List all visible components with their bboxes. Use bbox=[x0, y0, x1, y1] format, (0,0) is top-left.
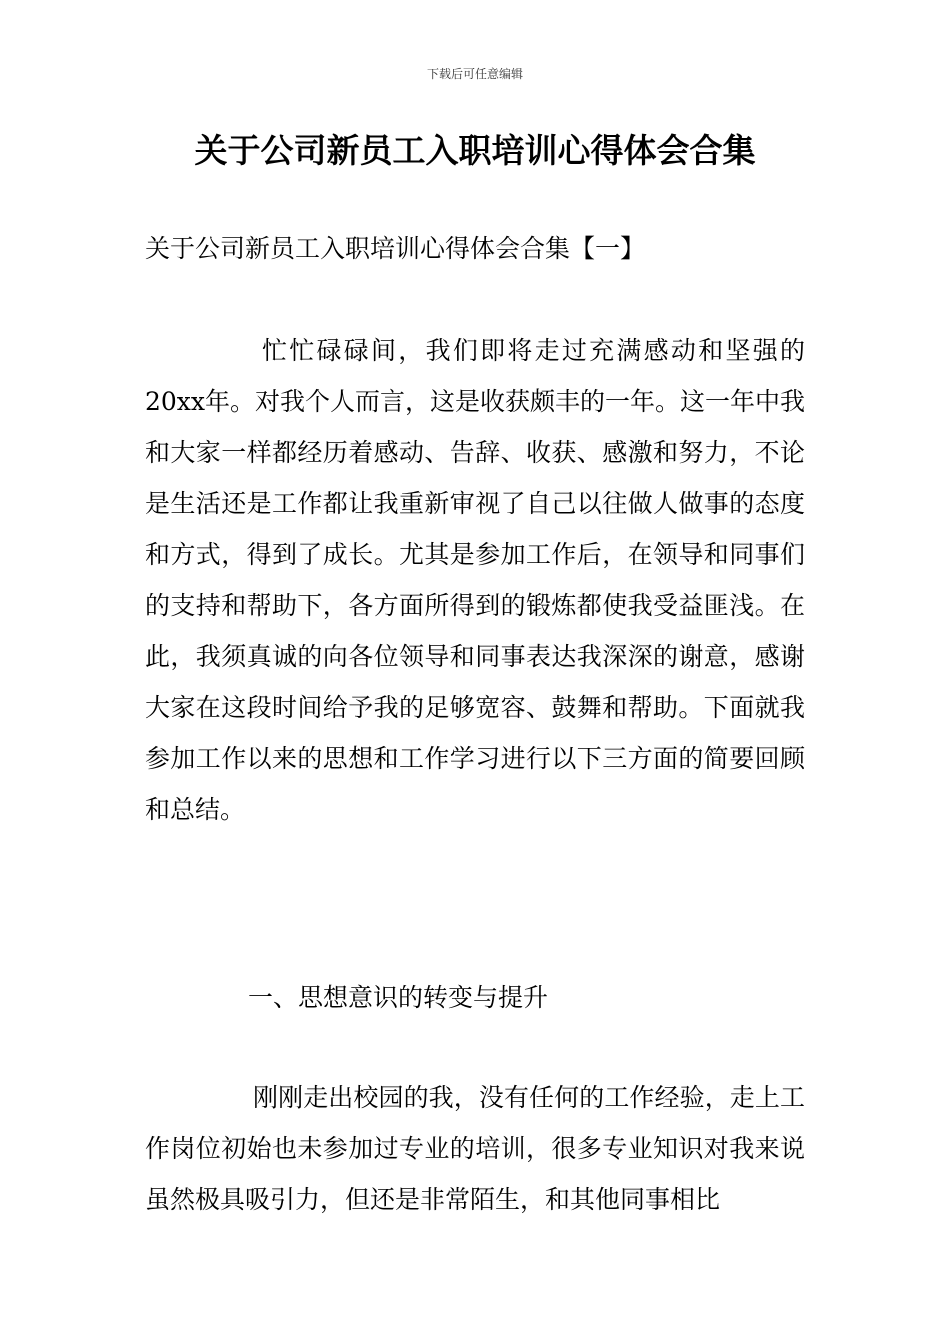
body-paragraph-1: 忙忙碌碌间，我们即将走过充满感动和坚强的20xx年。对我个人而言，这是收获颇丰的一年。这一年中我和大家一样都经历着感动、告辞、收获、感激和努力，不论是生活还是工作都让我重新审视了自己以往做人做事的态度和方式，得到了成长。尤其是参加工作后，在领导和同事们的支持和帮助下，各方面所得到的锻炼都使我受益匪浅。在此，我须真诚的向各位领导和同事表达我深深的谢意，感谢大家在这段时间给予我的足够宽容、鼓舞和帮助。下面就我参加工作以来的思想和工作学习进行以下三方面的简要回顾和总结。 bbox=[145, 336, 806, 824]
section-heading: 关于公司新员工入职培训心得体会合集【一】 bbox=[145, 234, 646, 263]
header-note: 下载后可任意编辑 bbox=[426, 67, 523, 81]
document-title: 关于公司新员工入职培训心得体会合集 bbox=[194, 131, 756, 170]
subheading-1: 一、思想意识的转变与提升 bbox=[248, 983, 549, 1012]
body-paragraph-2: 刚刚走出校园的我，没有任何的工作经验，走上工作岗位初始也未参加过专业的培训，很多专业知识对我来说虽然极具吸引力，但还是非常陌生，和其他同事相比 bbox=[145, 1083, 805, 1214]
